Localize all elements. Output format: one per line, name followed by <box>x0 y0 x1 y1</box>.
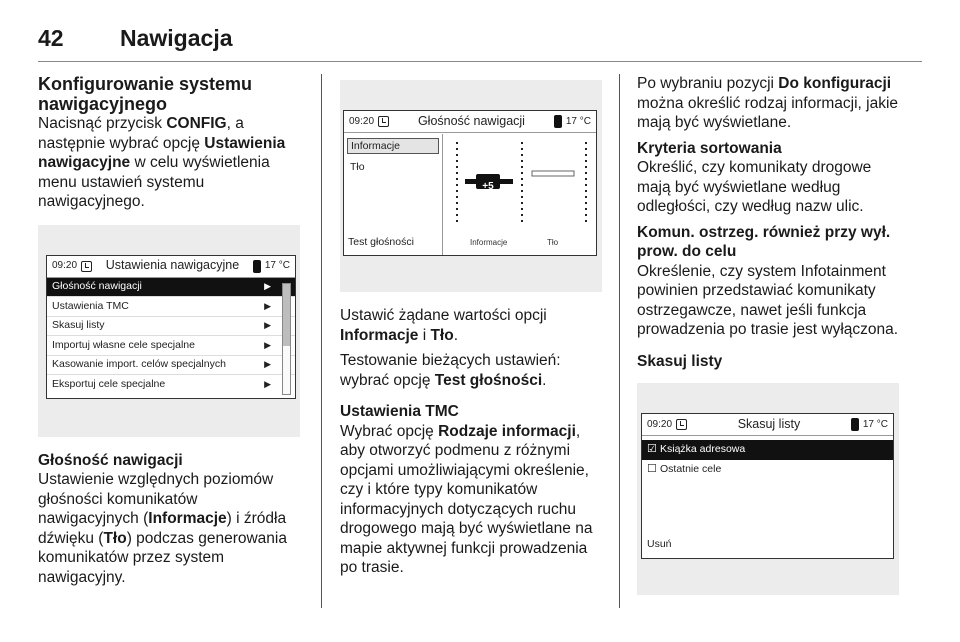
paragraph: Określenie, czy system Infotainment powinien przedstawiać komunikaty ostrzegawcze, nawet jeśli funkcja prowadzenia po trasie jest wyłączona. <box>637 262 899 338</box>
paragraph: Wybrać opcję Rodzaje informacji, aby otworzyć podmenu z różnymi opcjami umożliwiającymi określenie, czy i które typy komunikatów informacyjnych dotyczących ruchu drogowego mają być wyświetlane na mapie aktywnej funkcji prowadzenia po trasie. <box>340 422 593 576</box>
temperature: 17 °C <box>264 260 290 272</box>
clock-time: 09:20 <box>349 115 375 127</box>
clock-time: 09:20 <box>647 418 673 430</box>
column-divider <box>619 74 620 608</box>
chevron-right-icon: ▶ <box>264 359 271 369</box>
screen-title: Ustawienia nawigacyjne <box>105 258 240 273</box>
menu-item-delete-import[interactable]: Kasowanie import. celów specjalnych ▶ <box>47 356 295 376</box>
caption-tlo: Tło <box>547 237 559 247</box>
chevron-right-icon: ▶ <box>264 379 271 389</box>
menu-item-volume[interactable]: Głośność nawigacji ▶ <box>47 278 295 298</box>
thermometer-icon <box>851 418 859 431</box>
subsection-title: Kryteria sortowania <box>637 139 782 157</box>
option-informacje[interactable]: Informacje <box>347 138 439 154</box>
temperature: 17 °C <box>565 115 591 127</box>
column-3 <box>637 74 899 595</box>
volume-value: +5 <box>482 181 494 192</box>
column-2 <box>340 74 602 578</box>
column-1 <box>38 74 300 587</box>
header-rule <box>38 61 922 62</box>
clock-icon <box>676 419 687 430</box>
screen-title: Głośność nawigacji <box>417 113 525 128</box>
volume-sliders[interactable] <box>444 134 597 256</box>
chevron-right-icon: ▶ <box>264 320 271 330</box>
scrollbar-thumb[interactable] <box>283 284 290 346</box>
chevron-right-icon: ▶ <box>264 300 271 311</box>
screen-figure-volume <box>340 80 602 292</box>
menu-item-delete-lists[interactable]: Skasuj listy ▶ <box>47 317 295 337</box>
clock-time: 09:20 <box>52 260 78 272</box>
paragraph: Testowanie bieżących ustawień: wybrać opcję Test głośności. <box>340 352 561 389</box>
chapter-title: Nawigacja <box>120 24 233 51</box>
option-tlo[interactable]: Tło <box>350 161 365 173</box>
menu-item-import[interactable]: Importuj własne cele specjalne ▶ <box>47 336 295 356</box>
screen-display <box>46 255 296 399</box>
thermometer-icon <box>554 115 562 128</box>
menu-item-tmc[interactable]: Ustawienia TMC ▶ <box>47 297 295 317</box>
paragraph: Po wybraniu pozycji Do konfiguracji można określić rodzaj informacji, jakie mają być wyświetlane. <box>637 75 899 131</box>
screen-display <box>641 413 894 559</box>
subsection-title: Głośność nawigacji <box>38 451 183 469</box>
subsection-title: Ustawienia TMC <box>340 403 459 420</box>
checkbox-unchecked-icon[interactable]: ☐ <box>647 462 657 475</box>
list-item-recent-destinations[interactable]: ☐ Ostatnie cele <box>647 462 722 475</box>
page-number: 42 <box>38 24 64 51</box>
delete-button[interactable]: Usuń <box>647 537 672 550</box>
screen-display <box>343 110 597 256</box>
screen-title: Skasuj listy <box>737 416 801 431</box>
scrollbar[interactable] <box>282 283 291 395</box>
menu-item-export[interactable]: Eksportuj cele specjalne ▶ <box>47 375 295 395</box>
clock-icon <box>81 261 92 272</box>
caption-informacje: Informacje <box>470 237 508 247</box>
temperature: 17 °C <box>862 418 888 430</box>
column-divider <box>321 74 322 608</box>
status-bar <box>47 256 295 278</box>
test-volume-option[interactable]: Test głośności <box>348 235 414 248</box>
chevron-right-icon: ▶ <box>264 339 271 350</box>
status-bar <box>642 414 893 436</box>
page-header <box>38 18 233 58</box>
options-panel <box>344 134 443 255</box>
paragraph: Ustawić żądane wartości opcji Informacje i Tło. <box>340 307 547 344</box>
thermometer-icon <box>253 260 261 273</box>
status-bar <box>344 111 596 133</box>
list-item-address-book[interactable]: ☑ Książka adresowa <box>642 440 893 460</box>
subsection-title: Skasuj listy <box>637 352 723 370</box>
screen-figure-delete-lists <box>637 383 899 595</box>
chevron-right-icon: ▶ <box>264 281 271 291</box>
paragraph: Nacisnąć przycisk CONFIG, a następnie wybrać opcję Ustawienia nawigacyjne w celu wyświetlenia menu ustawień systemu nawigacyjnego. <box>38 115 286 210</box>
subsection-title: Komun. ostrzeg. również przy wył. prow. do celu <box>637 223 891 260</box>
checkbox-checked-icon[interactable]: ☑ <box>647 443 657 456</box>
section-title: Konfigurowanie systemu nawigacyjnego <box>38 74 253 114</box>
clock-icon <box>378 116 389 127</box>
paragraph: Określić, czy komunikaty drogowe mają być wyświetlane według odległości, czy według nazw ulic. <box>637 159 872 215</box>
screen-figure-settings <box>38 225 300 437</box>
paragraph: Ustawienie względnych poziomów głośności komunikatów nawigacyjnych (Informacje) i źródła dźwięku (Tło) podczas generowania komunikatów przez system nawigacyjny. <box>38 471 287 586</box>
